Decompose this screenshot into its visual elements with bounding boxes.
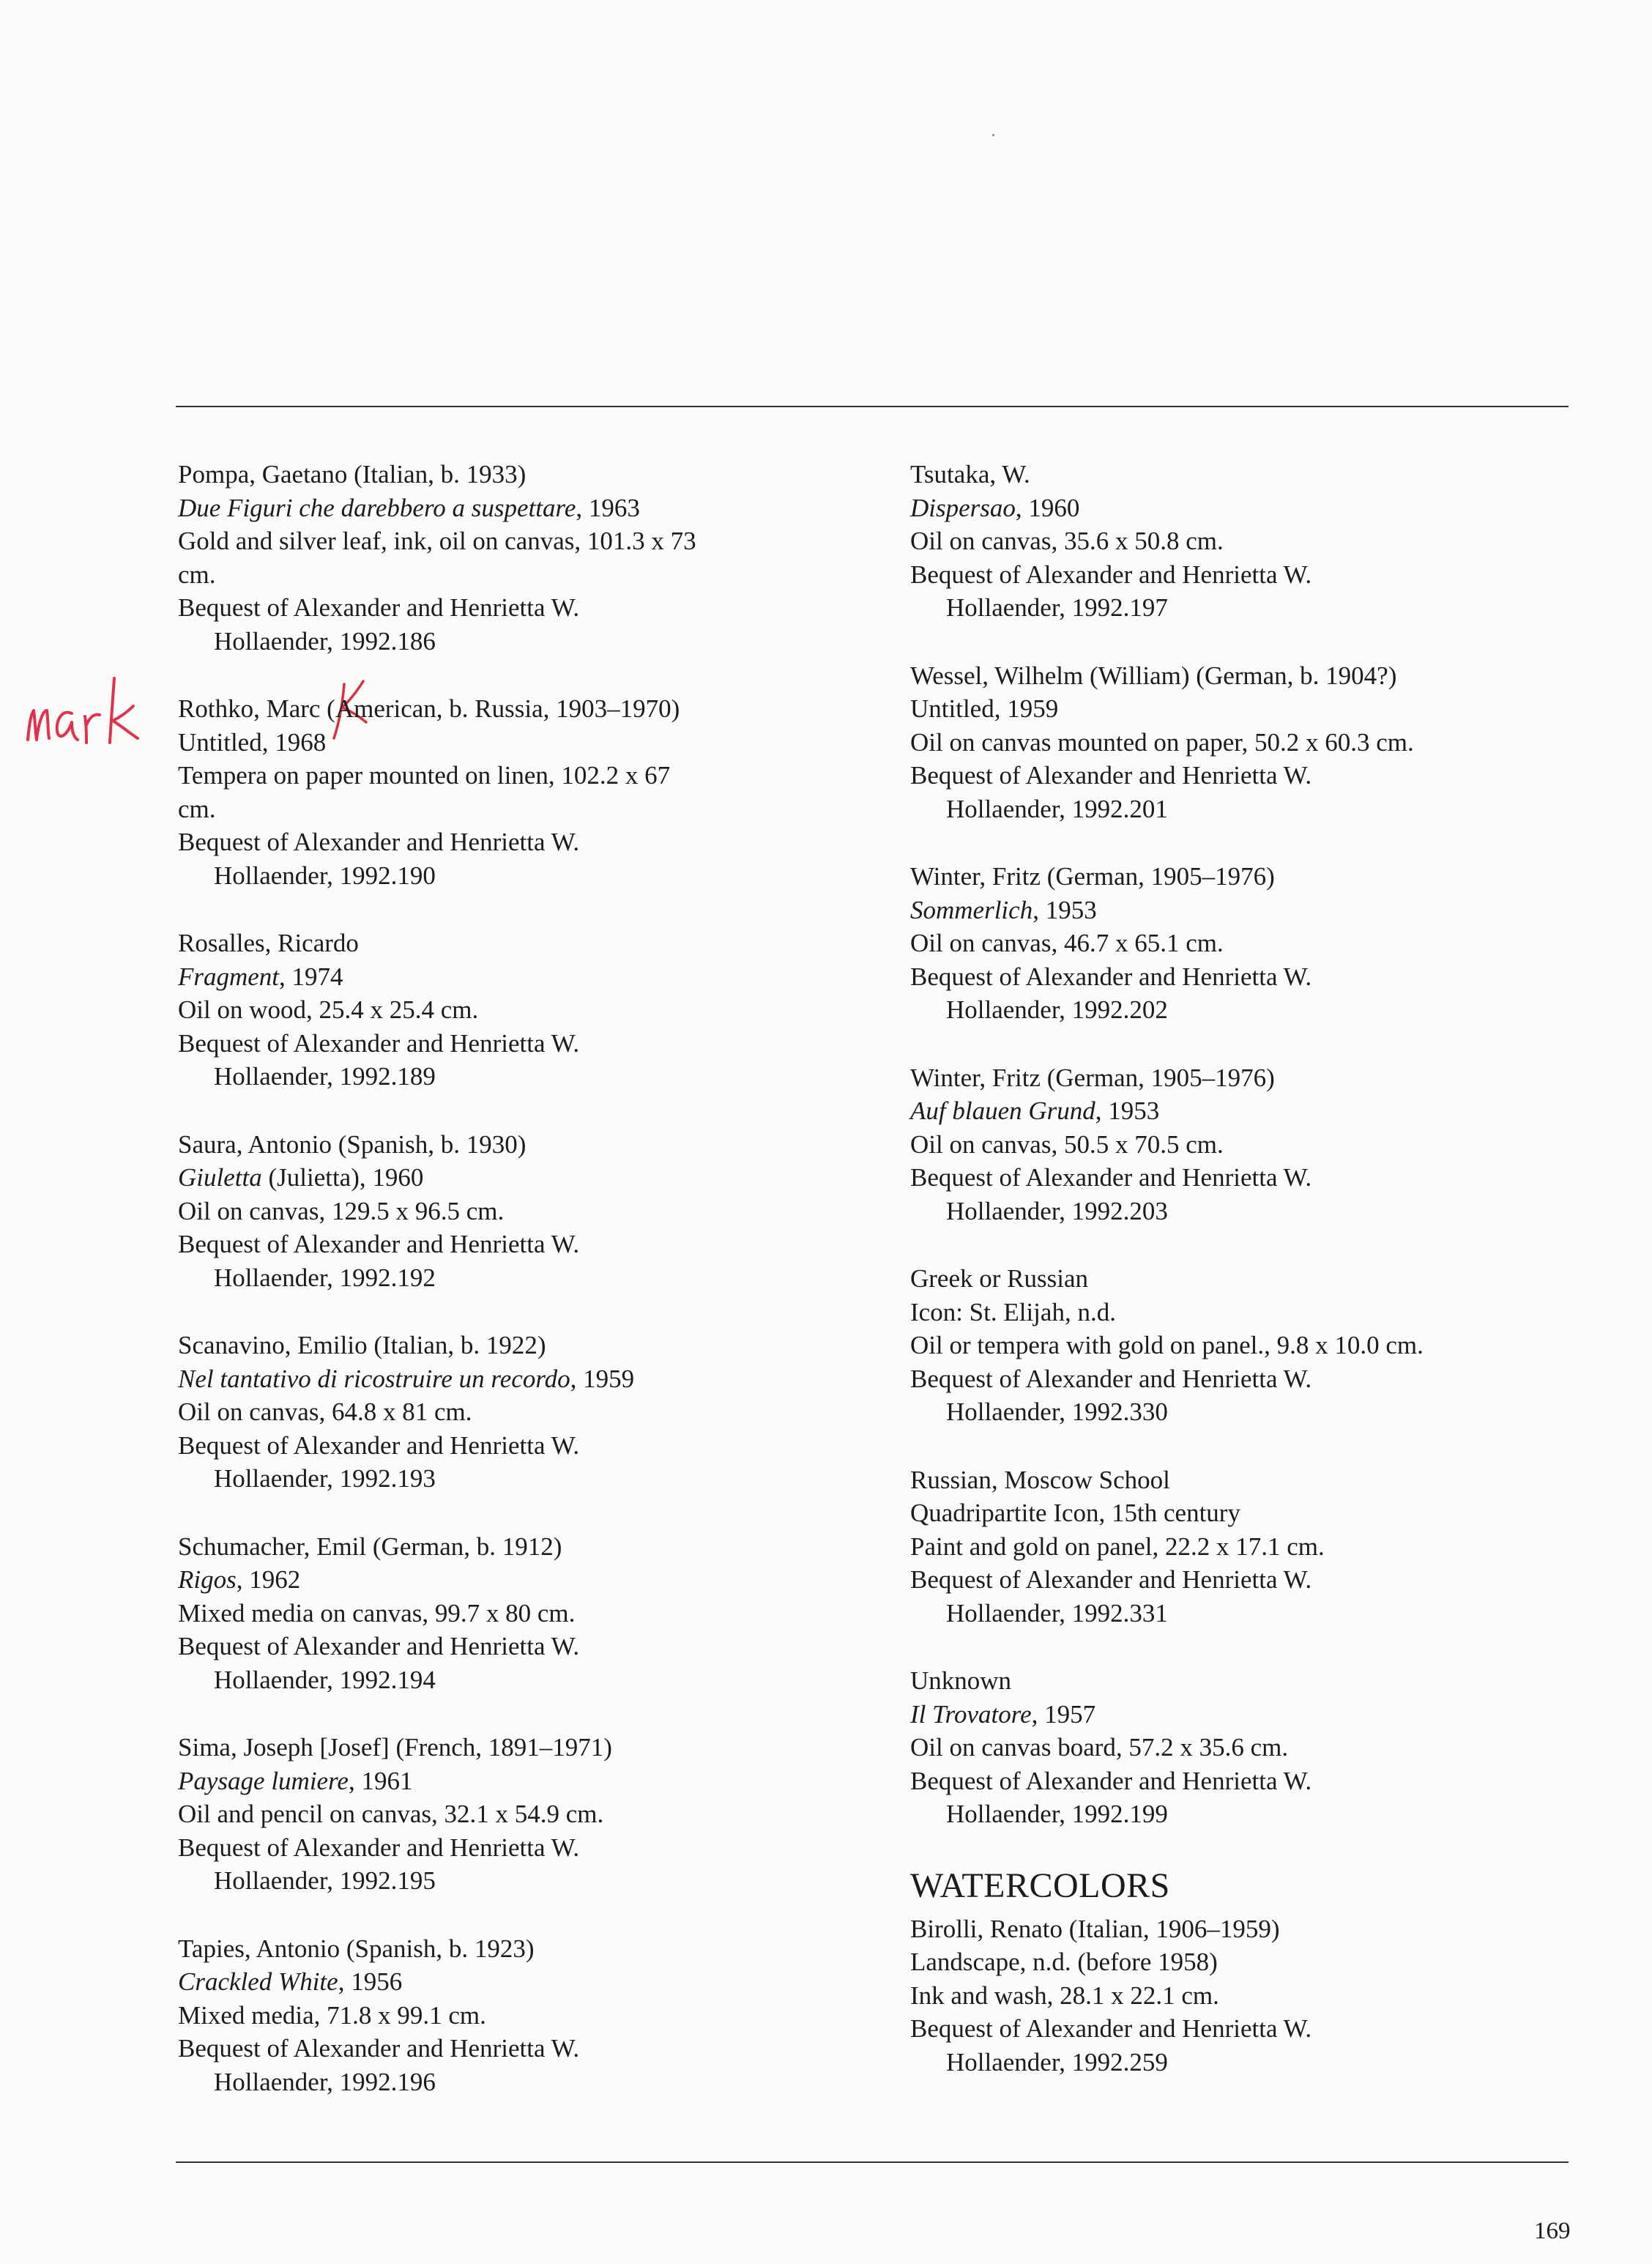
entry-line: Mixed media, 71.8 x 99.1 cm. (178, 2000, 486, 2030)
paper-speck (992, 134, 994, 136)
entry-line: Gold and silver leaf, ink, oil on canvas, 101.3 x 73 (178, 527, 696, 555)
entry-line: cm. (178, 560, 216, 589)
catalog-entry (178, 1530, 881, 1697)
entry-artist: Birolli, Renato (Italian, 1906–1959) (910, 1914, 1280, 1943)
entry-date: , 1961 (348, 1766, 413, 1795)
catalog-entry (178, 692, 881, 892)
section-heading-watercolors: WATERCOLORS (910, 1866, 1170, 1905)
entry-date: , 1959 (570, 1364, 635, 1393)
entry-line (910, 894, 1569, 927)
entry-line: Bequest of Alexander and Henrietta W. (178, 1833, 580, 1862)
entry-date: , 1974 (279, 962, 343, 991)
catalog-entry (178, 1731, 881, 1898)
entry-artist: Greek or Russian (910, 1264, 1089, 1293)
entry-line: Quadripartite Icon, 15th century (910, 1499, 1240, 1527)
entry-line (910, 1698, 1569, 1732)
entry-artist: Pompa, Gaetano (Italian, b. 1933) (178, 460, 527, 489)
entry-artist: Winter, Fritz (German, 1905–1976) (910, 862, 1275, 891)
entry-line: Hollaender, 1992.190 (214, 861, 436, 890)
entry-line (178, 1563, 881, 1597)
catalog-entry (178, 927, 881, 1094)
entry-line: Bequest of Alexander and Henrietta W. (178, 1230, 580, 1258)
entry-line: Hollaender, 1992.199 (946, 1800, 1168, 1828)
entry-artist: Russian, Moscow School (910, 1465, 1170, 1494)
entry-date: , 1962 (236, 1565, 301, 1594)
entry-line: Bequest of Alexander and Henrietta W. (910, 761, 1312, 790)
entry-line: Paint and gold on panel, 22.2 x 17.1 cm. (910, 1532, 1325, 1561)
entry-title: Sommerlich (910, 895, 1033, 924)
entry-line: Hollaender, 1992.203 (946, 1196, 1168, 1225)
entry-line: Landscape, n.d. (before 1958) (910, 1948, 1218, 1976)
right-entries (910, 458, 1569, 1831)
margin-note-mark (25, 672, 142, 753)
entry-artist: Schumacher, Emil (German, b. 1912) (178, 1532, 562, 1561)
entry-line: Tempera on paper mounted on linen, 102.2 x 67 (178, 761, 671, 790)
entry-line: Bequest of Alexander and Henrietta W. (910, 1364, 1312, 1393)
entry-line: Icon: St. Elijah, n.d. (910, 1297, 1116, 1326)
catalog-entry (178, 1932, 881, 2099)
entry-date: , 1953 (1095, 1096, 1160, 1125)
entry-line: Hollaender, 1992.189 (214, 1062, 436, 1091)
catalog-entry (910, 458, 1569, 625)
entry-line: Hollaender, 1992.194 (214, 1665, 436, 1694)
entry-artist: Unknown (910, 1666, 1012, 1695)
entry-line: Bequest of Alexander and Henrietta W. (910, 560, 1312, 589)
entry-date: , 1957 (1031, 1699, 1096, 1729)
entry-line: Bequest of Alexander and Henrietta W. (178, 1632, 580, 1660)
entry-line (178, 1965, 881, 1999)
entry-line: Bequest of Alexander and Henrietta W. (178, 1430, 580, 1460)
entry-line: Oil on canvas, 129.5 x 96.5 cm. (178, 1196, 505, 1225)
catalog-entry (178, 458, 881, 658)
watercolor-entries (910, 1912, 1569, 2079)
entry-line: Hollaender, 1992.197 (946, 593, 1168, 622)
entry-line: Bequest of Alexander and Henrietta W. (910, 962, 1312, 991)
catalog-entry (910, 1463, 1569, 1630)
entry-date: , 1956 (338, 1967, 403, 1996)
entry-line: Bequest of Alexander and Henrietta W. (910, 1163, 1312, 1192)
entry-line: Oil on canvas, 64.8 x 81 cm. (178, 1398, 472, 1426)
entry-line (178, 1764, 881, 1798)
entry-line: Hollaender, 1992.193 (214, 1464, 436, 1493)
entry-line (178, 491, 881, 525)
entry-line: Oil on canvas, 50.5 x 70.5 cm. (910, 1129, 1224, 1159)
catalog-entry (910, 659, 1569, 826)
entry-line: Bequest of Alexander and Henrietta W. (178, 1028, 580, 1058)
entry-title: Rigos (178, 1565, 237, 1594)
entry-artist: Scanavino, Emilio (Italian, b. 1922) (178, 1331, 546, 1359)
entry-title: Il Trovatore (910, 1699, 1032, 1729)
entry-line: Bequest of Alexander and Henrietta W. (910, 2014, 1312, 2043)
left-column (178, 458, 881, 2133)
entry-title: Crackled White (178, 1967, 338, 1996)
entry-artist: Tsutaka, W. (910, 460, 1030, 489)
entry-line: Oil on canvas, 46.7 x 65.1 cm. (910, 929, 1224, 957)
entry-line: Oil on canvas, 35.6 x 50.8 cm. (910, 527, 1224, 555)
entry-line: Hollaender, 1992.202 (946, 995, 1168, 1024)
entry-title: Fragment (178, 962, 280, 991)
top-rule (176, 406, 1569, 407)
entry-line: Oil on canvas board, 57.2 x 35.6 cm. (910, 1733, 1289, 1762)
entry-line: Oil or tempera with gold on panel., 9.8 x 10.0 cm. (910, 1331, 1424, 1359)
entry-title: Dispersao (910, 493, 1016, 522)
entry-title: Giuletta (178, 1163, 262, 1192)
entry-line: cm. (178, 794, 216, 823)
entry-line: Hollaender, 1992.196 (214, 2067, 436, 2096)
entry-artist: Sima, Joseph [Josef] (French, 1891–1971) (178, 1733, 612, 1762)
entry-line: Bequest of Alexander and Henrietta W. (178, 593, 580, 622)
entry-line: Mixed media on canvas, 99.7 x 80 cm. (178, 1598, 576, 1628)
entry-line: Bequest of Alexander and Henrietta W. (910, 1565, 1312, 1594)
entry-title: Due Figuri che darebbero a suspettare (178, 493, 576, 522)
entry-line (178, 960, 881, 994)
entry-artist: Saura, Antonio (Spanish, b. 1930) (178, 1129, 527, 1159)
entry-date: (Julietta), 1960 (261, 1163, 424, 1192)
entry-date: , 1963 (576, 493, 640, 522)
catalog-entry (910, 1061, 1569, 1228)
entry-artist: Rosalles, Ricardo (178, 929, 359, 957)
entry-title: Auf blauen Grund (910, 1096, 1095, 1125)
entry-line: Bequest of Alexander and Henrietta W. (178, 828, 580, 856)
entry-line: Ink and wash, 28.1 x 22.1 cm. (910, 1981, 1219, 2010)
entry-line: Hollaender, 1992.186 (214, 626, 436, 656)
entry-title: Nel tantativo di ricostruire un recordo (178, 1364, 570, 1393)
entry-artist: Tapies, Antonio (Spanish, b. 1923) (178, 1934, 535, 1963)
catalog-entry (178, 1329, 881, 1496)
right-column (910, 458, 1569, 2113)
catalog-entry (910, 1664, 1569, 1831)
entry-line: Untitled, 1959 (910, 694, 1059, 723)
entry-line (178, 1362, 881, 1396)
entry-artist: Winter, Fritz (German, 1905–1976) (910, 1063, 1275, 1092)
catalog-entry (910, 1912, 1569, 2079)
entry-date: , 1953 (1032, 895, 1097, 924)
entry-line: Hollaender, 1992.259 (946, 2047, 1168, 2076)
catalog-entry (910, 860, 1569, 1027)
page-number: 169 (1534, 2218, 1571, 2244)
entry-artist: Wessel, Wilhelm (William) (German, b. 1904?) (910, 661, 1397, 690)
catalog-entry (910, 1262, 1569, 1429)
entry-artist: Rothko, Marc (American, b. Russia, 1903–1970) (178, 694, 680, 723)
entry-line: Oil on canvas mounted on paper, 50.2 x 60.3 cm. (910, 727, 1414, 757)
entry-line: Oil on wood, 25.4 x 25.4 cm. (178, 995, 479, 1024)
entry-line: Hollaender, 1992.330 (946, 1398, 1168, 1426)
catalog-entry (178, 1128, 881, 1295)
entry-date: , 1960 (1015, 493, 1080, 522)
entry-line (910, 491, 1569, 525)
entry-line: Bequest of Alexander and Henrietta W. (910, 1766, 1312, 1795)
entry-line: Untitled, 1968 (178, 727, 327, 757)
entry-line: Hollaender, 1992.201 (946, 794, 1168, 823)
entry-line: Hollaender, 1992.192 (214, 1263, 436, 1292)
bottom-rule (176, 2161, 1569, 2163)
entry-line: Bequest of Alexander and Henrietta W. (178, 2034, 580, 2063)
entry-line: Oil and pencil on canvas, 32.1 x 54.9 cm. (178, 1800, 604, 1828)
entry-line (178, 1161, 881, 1195)
entry-line: Hollaender, 1992.331 (946, 1598, 1168, 1628)
entry-line (910, 1094, 1569, 1128)
entry-line: Hollaender, 1992.195 (214, 1866, 436, 1895)
entry-title: Paysage lumiere (178, 1766, 349, 1795)
